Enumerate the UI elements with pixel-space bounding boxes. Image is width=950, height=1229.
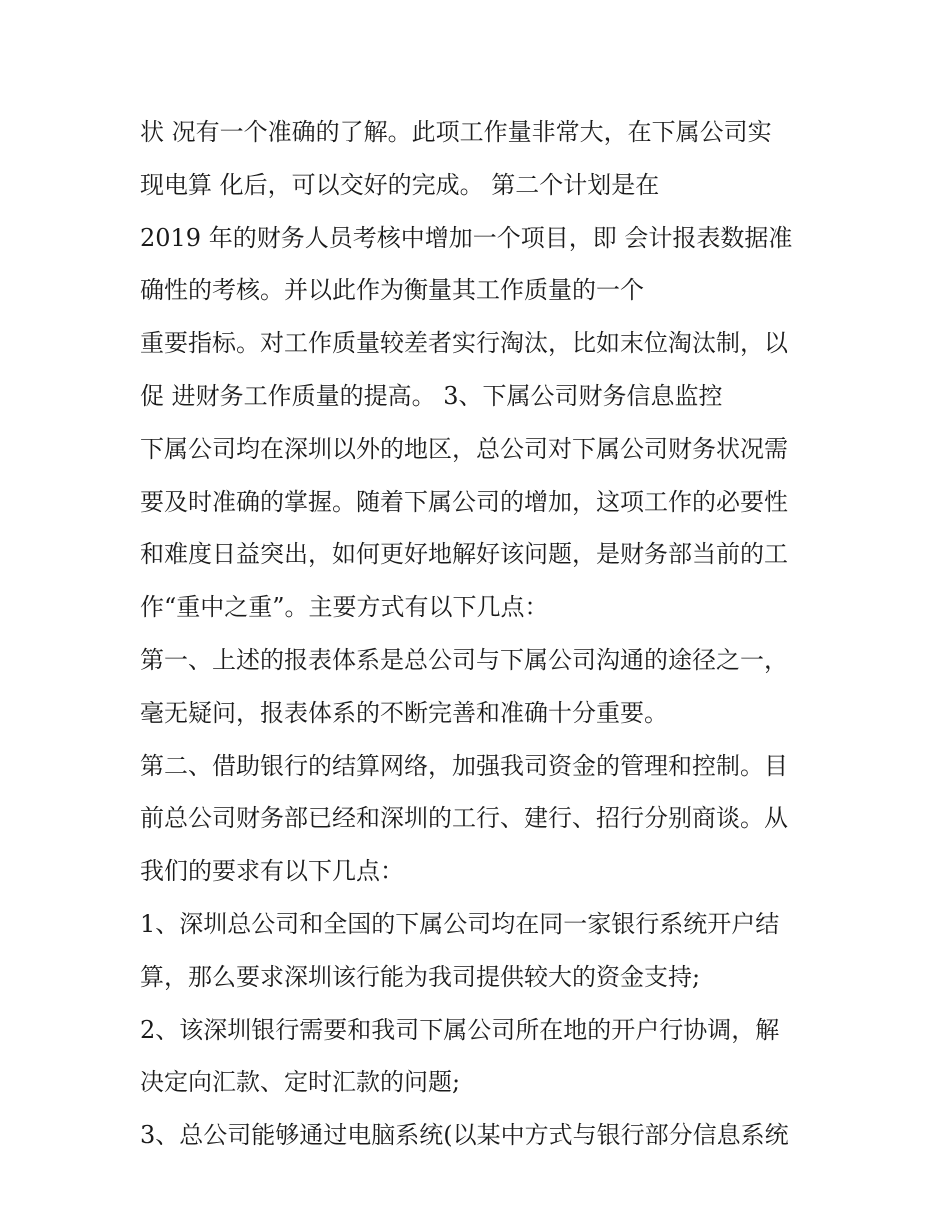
text-line: 确性的考核。并以此作为衡量其工作质量的一个 — [140, 276, 644, 305]
text-line: 2、该深圳银行需要和我司下属公司所在地的开户行协调，解 — [140, 1015, 780, 1044]
text-line: 现电算 化后，可以交好的完成。 第二个计划是在 — [140, 170, 660, 199]
text-line: 要及时准确的掌握。随着下属公司的增加，这项工作的必要性 — [140, 487, 788, 516]
text-line: 我们的要求有以下几点： — [140, 857, 404, 886]
text-line: 算，那么要求深圳该行能为我司提供较大的资金支持; — [140, 962, 701, 991]
text-line: 下属公司均在深圳以外的地区，总公司对下属公司财务状况需 — [140, 434, 788, 463]
text-line: 第二、借助银行的结算网络，加强我司资金的管理和控制。目 — [140, 751, 788, 780]
document-body — [140, 106, 820, 1162]
text-line: 和难度日益突出，如何更好地解好该问题，是财务部当前的工 — [140, 540, 788, 569]
text-line: 促 进财务工作质量的提高。 3、下属公司财务信息监控 — [140, 381, 723, 410]
text-line: 决定向汇款、定时汇款的问题; — [140, 1068, 461, 1097]
text-line: 3、总公司能够通过电脑系统(以某中方式与银行部分信息系统 — [140, 1121, 789, 1150]
text-line: 第一、上述的报表体系是总公司与下属公司沟通的途径之一， — [140, 645, 788, 674]
text-line: 状 况有一个准确的了解。此项工作量非常大，在下属公司实 — [140, 118, 772, 146]
text-line: 2019 年的财务人员考核中增加一个项目，即 会计报表数据准 — [140, 223, 793, 252]
text-line: 作“重中之重”。主要方式有以下几点： — [140, 593, 549, 622]
text-line: 毫无疑问，报表体系的不断完善和准确十分重要。 — [140, 698, 668, 727]
text-line: 重要指标。对工作质量较差者实行淘汰，比如末位淘汰制，以 — [140, 329, 788, 358]
text-line: 1、深圳总公司和全国的下属公司均在同一家银行系统开户结 — [140, 909, 780, 938]
text-line: 前总公司财务部已经和深圳的工行、建行、招行分别商谈。从 — [140, 804, 788, 833]
